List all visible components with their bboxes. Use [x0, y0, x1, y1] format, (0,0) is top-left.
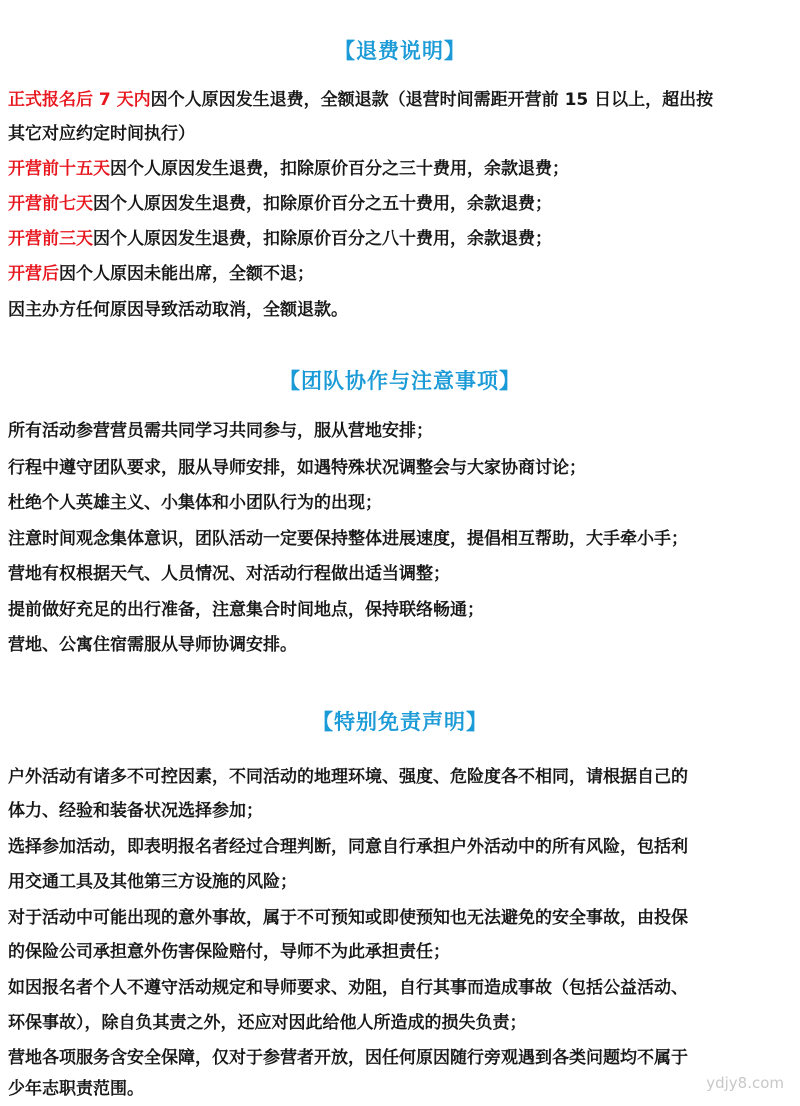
- refund-line-4-text: 因个人原因发生退费，扣除原价百分之八十费用，余款退费；: [93, 229, 552, 249]
- disclaimer-line: 对于活动中可能出现的意外事故，属于不可预知或即使预知也无法避免的安全事故，由投保: [8, 908, 688, 928]
- refund-line-4-highlight: 开营前三天: [8, 229, 93, 249]
- team-line: 杜绝个人英雄主义、小集体和小团队行为的出现；: [8, 493, 382, 513]
- disclaimer-line: 用交通工具及其他第三方设施的风险；: [8, 872, 297, 892]
- refund-line-4: [8, 222, 792, 256]
- watermark: ydjy8.com: [706, 1074, 784, 1092]
- disclaimer-line: 体力、经验和装备状况选择参加；: [8, 801, 263, 821]
- disclaimer-line: 营地各项服务含安全保障，仅对于参营者开放，因任何原因随行旁观遇到各类问题均不属于: [8, 1048, 688, 1068]
- disclaimer-line: 环保事故），除自负其责之外，还应对因此给他人所造成的损失负责；: [8, 1013, 527, 1033]
- refund-line-1-highlight: 正式报名后 7 天内: [8, 90, 151, 110]
- disclaimer-line: 选择参加活动，即表明报名者经过合理判断，同意自行承担户外活动中的所有风险，包括利: [8, 837, 688, 857]
- refund-line-3-text: 因个人原因发生退费，扣除原价百分之五十费用，余款退费；: [93, 194, 552, 214]
- refund-line-1-text: 因个人原因发生退费，全额退款（退营时间需距开营前 15 日以上，超出按: [150, 90, 714, 110]
- disclaimer-line: 少年志职责范围。: [8, 1079, 144, 1099]
- refund-line-6: 因主办方任何原因导致活动取消，全额退款。: [8, 300, 348, 320]
- refund-line-5-text: 因个人原因未能出席，全额不退；: [59, 264, 314, 284]
- team-section-title: 【团队协作与注意事项】: [279, 369, 521, 393]
- refund-line-3-highlight: 开营前七天: [8, 194, 93, 214]
- refund-line-3: [8, 187, 792, 221]
- team-line: 营地有权根据天气、人员情况、对活动行程做出适当调整；: [8, 564, 450, 584]
- refund-line-1: [8, 83, 792, 117]
- refund-line-2-highlight: 开营前十五天: [8, 159, 110, 179]
- team-line: 行程中遵守团队要求，服从导师安排，如遇特殊状况调整会与大家协商讨论；: [8, 458, 586, 478]
- team-line: 注意时间观念集体意识，团队活动一定要保持整体进展速度，提倡相互帮助，大手牵小手；: [8, 529, 688, 549]
- refund-line-5-highlight: 开营后: [8, 264, 59, 284]
- refund-line-5: [8, 257, 792, 291]
- disclaimer-line: 户外活动有诸多不可控因素，不同活动的地理环境、强度、危险度各不相同，请根据自己的: [8, 767, 688, 787]
- disclaimer-line: 的保险公司承担意外伤害保险赔付，导师不为此承担责任；: [8, 942, 450, 962]
- team-line: 提前做好充足的出行准备，注意集合时间地点，保持联络畅通；: [8, 600, 484, 620]
- refund-section-title: 【退费说明】: [334, 39, 466, 63]
- refund-line-1-continued: 其它对应约定时间执行）: [8, 124, 195, 144]
- refund-line-2: [8, 152, 792, 186]
- team-line: 所有活动参营营员需共同学习共同参与，服从营地安排；: [8, 421, 433, 441]
- disclaimer-line: 如因报名者个人不遵守活动规定和导师要求、劝阻，自行其事而造成事故（包括公益活动、: [8, 978, 688, 998]
- team-line: 营地、公寓住宿需服从导师协调安排。: [8, 635, 297, 655]
- disclaimer-section-title: 【特别免责声明】: [312, 710, 488, 734]
- refund-line-2-text: 因个人原因发生退费，扣除原价百分之三十费用，余款退费；: [110, 159, 569, 179]
